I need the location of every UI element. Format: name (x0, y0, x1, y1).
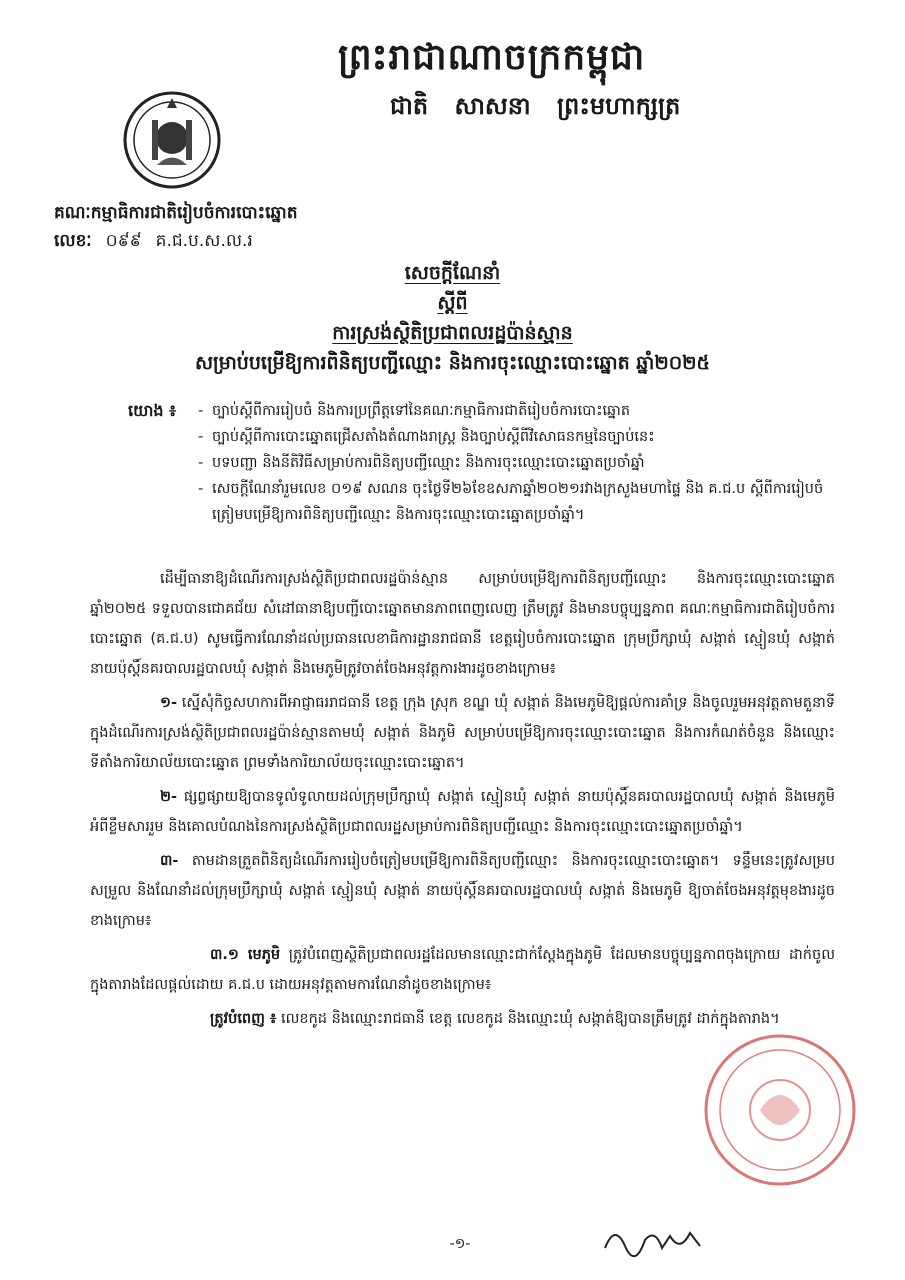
item-1-text: ស្នើសុំកិច្ចសហការពីអាជ្ញាធររាជធានី ខេត្ត ក្រុង ស្រុក ខណ្ឌ ឃុំ សង្កាត់ និងមេភូមិឱ្យផ្តល់ការគាំទ្រ និងចូលរួមអនុវត្តតាមតួនាទីក្នុងដំណើរការស្រង់ស្ថិតិប្រជាពលរដ្ឋប៉ាន់ស្មានតាមឃុំ សង្កាត់ និងភូមិ សម្រាប់បម្រើឱ្យការចុះឈ្មោះបោះឆ្នោត និងការកំណត់ចំនួន និងឈ្មោះទីតាំងការិយាល័យបោះឆ្នោត ព្រមទាំងការិយាល័យចុះឈ្មោះបោះឆ្នោត។ (90, 695, 835, 771)
title-line-1: សេចក្តីណែនាំ (404, 262, 501, 284)
kingdom-title: ព្រះរាជាណាចក្រកម្ពុជា (338, 37, 646, 78)
document-title (110, 258, 795, 378)
item-2 (90, 782, 835, 842)
reference-item: - បទបញ្ជា និងនីតិវិធីសម្រាប់ការពិនិត្យបញ្ជីឈ្មោះ និងការចុះឈ្មោះបោះឆ្នោតប្រចាំឆ្នាំ (198, 450, 828, 476)
reference-item: - ច្បាប់ស្តីពីការរៀបចំ និងការប្រព្រឹត្តទៅនៃគណៈកម្មាធិការជាតិរៀបចំការបោះឆ្នោត (198, 398, 828, 424)
title-line-4: សម្រាប់បម្រើឱ្យការពិនិត្យបញ្ជីឈ្មោះ និងការចុះឈ្មោះបោះឆ្នោត ឆ្នាំ២០២៥ (194, 352, 711, 374)
item-1 (90, 688, 835, 778)
ref-number: ០៩៩ (105, 231, 142, 251)
national-motto: ជាតិ សាសនា ព្រះមហាក្សត្រ (390, 92, 681, 120)
fill-label: ត្រូវបំពេញ ៖ (210, 1011, 277, 1027)
item-2-text: ផ្សព្វផ្សាយឱ្យបានទូលំទូលាយដល់ក្រុមប្រឹក្សាឃុំ សង្កាត់ ស្មៀនឃុំ សង្កាត់ នាយប៉ុស្តិ៍នគរបាលរដ្ឋបាលឃុំ សង្កាត់ និងមេភូមិ អំពីខ្លឹមសាររួម និងគោលបំណងនៃការស្រង់ស្ថិតិប្រជាពលរដ្ឋសម្រាប់ការពិនិត្យបញ្ជីឈ្មោះ និងការចុះឈ្មោះបោះឆ្នោតប្រចាំឆ្នាំ។ (90, 789, 835, 835)
item-3-text: តាមដានត្រួតពិនិត្យដំណើរការរៀបចំត្រៀមបម្រើឱ្យការពិនិត្យបញ្ជីឈ្មោះ និងការចុះឈ្មោះបោះឆ្នោត។ ទន្ទឹមនេះត្រូវសម្របសម្រួល និងណែនាំដល់ក្រុមប្រឹក្សាឃុំ សង្កាត់ ស្មៀនឃុំ សង្កាត់ នាយប៉ុស្តិ៍នគរបាលរដ្ឋបាលឃុំ សង្កាត់ និងមេភូមិ ឱ្យចាត់ចែងអនុវត្តមុខងារដូចខាងក្រោម៖ (90, 853, 835, 929)
references-section (128, 398, 828, 528)
item-1-number: ១- (160, 695, 177, 711)
item-3-number: ៣- (160, 853, 179, 869)
signature-mark (600, 1218, 710, 1258)
references-label: យោង ៖ (128, 401, 177, 420)
item-3 (90, 846, 835, 936)
intro-paragraph: ដើម្បីធានាឱ្យដំណើរការស្រង់ស្ថិតិប្រជាពលរដ្ឋប៉ាន់ស្មាន សម្រាប់បម្រើឱ្យការពិនិត្យបញ្ជីឈ្មោះ និងការចុះឈ្មោះបោះឆ្នោត ឆ្នាំ២០២៥ ទទួលបានជោគជ័យ សំដៅធានាឱ្យបញ្ជីបោះឆ្នោតមានភាពពេញលេញ ត្រឹមត្រូវ និងមានបច្ចុប្បន្នភាព គណៈកម្មាធិការជាតិរៀបចំការបោះឆ្នោត (គ.ជ.ប) សូមធ្វើការណែនាំដល់ប្រធានលេខាធិការដ្ឋានរាជធានី ខេត្តរៀបចំការបោះឆ្នោត ក្រុមប្រឹក្សាឃុំ សង្កាត់ ស្មៀនឃុំ សង្កាត់ នាយប៉ុស្តិ៍នគរបាលរដ្ឋបាលឃុំ សង្កាត់ និងមេភូមិត្រូវចាត់ចែងអនុវត្តការងារដូចខាងក្រោម៖ (90, 571, 835, 677)
issuing-organization: គណៈកម្មាធិការជាតិរៀបចំការបោះឆ្នោត (54, 203, 298, 223)
document-body (90, 564, 835, 1038)
reference-item: - សេចក្តីណែនាំរួមលេខ ០១៩ សណន ចុះថ្ងៃទី២៦ខែឧសភាឆ្នាំ២០២១រវាងក្រសួងមហាផ្ទៃ និង គ.ជ.ប ស្តីពីការរៀបចំត្រៀមបម្រើឱ្យការពិនិត្យបញ្ជីឈ្មោះ និងការចុះឈ្មោះបោះឆ្នោតប្រចាំឆ្នាំ។ (198, 476, 828, 528)
page-number: -១- (449, 1236, 471, 1252)
ref-label: លេខៈ (54, 231, 92, 251)
title-line-2: ស្តីពី (437, 292, 468, 314)
reference-item: - ច្បាប់ស្តីពីការបោះឆ្នោតជ្រើសតាំងតំណាងរាស្ត្រ និងច្បាប់ស្តីពីវិសោធនកម្មនៃច្បាប់នេះ (198, 424, 828, 450)
fill-text: លេខកូដ និងឈ្មោះរាជធានី ខេត្ត លេខកូដ និងឈ្មោះឃុំ សង្កាត់ឱ្យបានត្រឹមត្រូវ ដាក់ក្នុងតារាង។ (280, 1011, 780, 1027)
reference-number-line (54, 229, 434, 253)
title-line-3: ការស្រង់ស្ថិតិប្រជាពលរដ្ឋប៉ាន់ស្មាន (332, 322, 573, 344)
references-list (128, 398, 828, 528)
ref-code: គ.ជ.ប.ស.ល.រ (155, 231, 253, 251)
royal-emblem-icon (122, 90, 222, 190)
item-2-number: ២- (160, 789, 177, 805)
item-3-1-heading: ៣.១ មេភូមិ (210, 947, 281, 963)
item-3-1 (90, 940, 835, 1000)
official-seal-icon (700, 1030, 860, 1190)
item-3-1-text: ត្រូវបំពេញស្ថិតិប្រជាពលរដ្ឋដែលមានឈ្មោះជាក់ស្តែងក្នុងភូមិ ដែលមានបច្ចុប្បន្នភាពចុងក្រោយ ដាក់ចូលក្នុងតារាងដែលផ្តល់ដោយ គ.ជ.ប ដោយអនុវត្តតាមការណែនាំដូចខាងក្រោម៖ (90, 947, 836, 993)
